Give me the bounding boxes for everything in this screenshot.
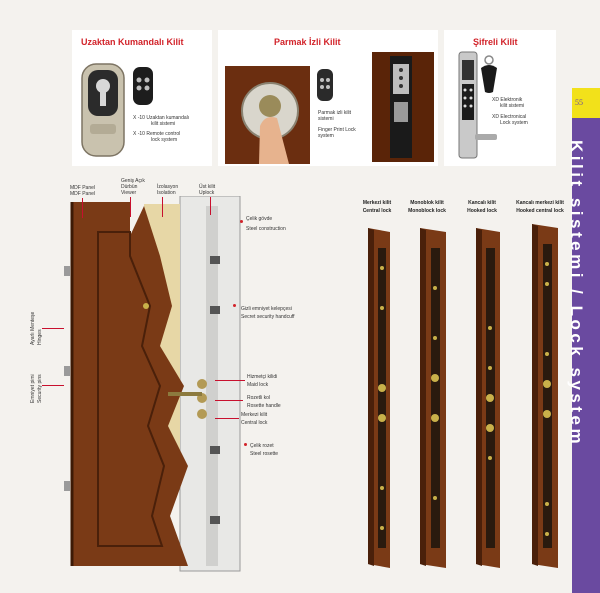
dot-handcuff (233, 304, 236, 307)
leader-viewer (130, 197, 131, 217)
remote-lock-desc-en1: X -10 Remote control (133, 131, 181, 137)
label-pins-tr: Emniyet pimi (30, 374, 36, 403)
fingerprint-desc-en1: Finger Print Lock (318, 127, 356, 133)
label-rosette-handle-en: Rosette handle (247, 403, 281, 409)
label-steel-rosette-en: Steel rosette (250, 451, 279, 457)
label-hinges-en: Hinges (37, 329, 43, 345)
lock-strip-central (364, 228, 396, 568)
label-viewer-en: Viewer (121, 190, 137, 196)
label-mdf-panel-en: MDF Panel (70, 191, 96, 197)
label-handcuff-tr: Gizli emniyet kelepçesi (241, 306, 292, 312)
lock-strip-hooked-central (528, 224, 564, 568)
label-uplock-tr: Üst kilit (199, 184, 216, 190)
fingerprint-desc-tr1: Parmak izli kilit (318, 110, 352, 116)
leader-hinges (42, 328, 64, 329)
label-insulation-en: Isolation (157, 190, 176, 196)
dot-steel-rosette (244, 443, 247, 446)
lock-type-1-en: Central lock (362, 208, 392, 214)
lock-strip-monoblock (416, 228, 452, 568)
leader-uplock (210, 197, 211, 215)
leader-central (215, 418, 239, 419)
label-pins-en: Security pins (37, 374, 43, 403)
page-number: 55 (575, 98, 583, 107)
lock-type-3-en: Hooked lock (467, 208, 497, 214)
label-steel-tr: Çelik gövde (246, 216, 273, 222)
label-viewer-tr2: Dürbün (121, 184, 138, 190)
fingerprint-desc-en2: system (318, 133, 334, 139)
side-tab-title: Kilit sistemi / Lock system (567, 140, 586, 448)
label-maid-tr: Hizmetçi kilidi (247, 374, 278, 380)
label-central-en: Central lock (241, 420, 268, 426)
password-key-tag-image (478, 54, 500, 94)
lock-type-2-en: Monoblock lock (408, 208, 446, 214)
label-mdf-panel-tr: MDF Panel (70, 185, 96, 191)
leader-mdf (82, 198, 83, 218)
lock-type-4-tr: Kancalı merkezi kilit (516, 200, 564, 206)
label-maid-en: Maid lock (247, 382, 269, 388)
label-insulation-tr: İzolasyon (157, 184, 179, 190)
lock-strip-hooked (472, 228, 506, 568)
password-desc-tr2: kilit sistemi (500, 103, 525, 109)
leader-pins (42, 385, 64, 386)
label-steel-en: Steel construction (246, 226, 286, 232)
password-lock-title: Şifreli Kilit (473, 37, 518, 47)
fingerprint-key-fob-image (316, 68, 334, 102)
remote-lock-desc-tr1: X -10 Uzaktan kumandalı (133, 115, 190, 121)
fingerprint-lock-image (225, 66, 310, 164)
label-uplock-en: Uplock (199, 190, 215, 196)
fingerprint-door-strip-image (372, 52, 434, 162)
fingerprint-desc-tr2: sistemi (318, 116, 334, 122)
leader-rosette-handle (215, 400, 243, 401)
password-desc-en2: Lock system (500, 120, 528, 126)
door-cutaway-image (60, 196, 250, 576)
remote-key-fob-image (132, 66, 154, 106)
password-desc-tr1: XD Elektronik (492, 97, 523, 103)
dot-steel (240, 220, 243, 223)
label-steel-rosette-tr: Çelik rozet (250, 443, 274, 449)
label-handcuff-en: Secret security handcuff (241, 314, 295, 320)
remote-lock-image (80, 62, 126, 158)
fingerprint-lock-title: Parmak İzli Kilit (274, 37, 341, 47)
remote-lock-desc-tr2: kilit sistemi (151, 121, 176, 127)
lock-type-3-tr: Kancalı kilit (468, 200, 496, 206)
label-rosette-handle-tr: Rozetli kol (247, 395, 271, 401)
leader-maid (215, 380, 245, 381)
password-desc-en1: XD Electronical (492, 114, 527, 120)
lock-type-2-tr: Monoblok kilit (410, 200, 444, 206)
lock-type-1-tr: Merkezi kilit (362, 200, 392, 206)
label-hinges-tr: Ayarlı Menteşe (30, 311, 36, 345)
label-central-tr: Merkezi kilit (241, 412, 268, 418)
leader-insulation (162, 197, 163, 217)
remote-lock-title: Uzaktan Kumandalı Kilit (81, 37, 184, 47)
lock-type-4-en: Hooked central lock (516, 208, 564, 214)
label-viewer-tr1: Geniş Açık (121, 178, 145, 184)
remote-lock-desc-en2: lock system (151, 137, 178, 143)
